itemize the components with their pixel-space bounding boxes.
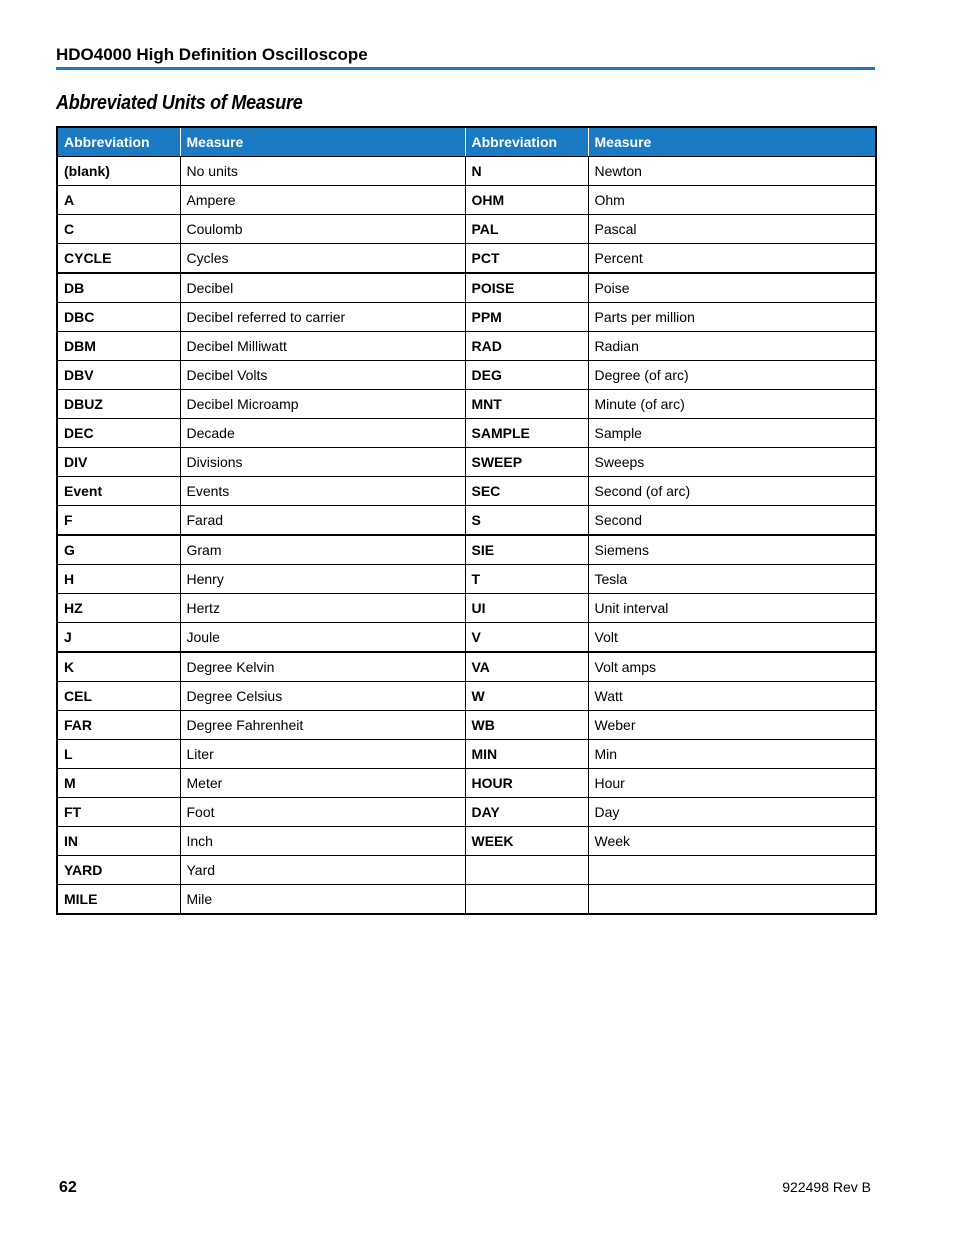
abbreviation-cell: WB	[465, 711, 588, 740]
measure-cell: Yard	[180, 856, 465, 885]
measure-cell: Decibel Microamp	[180, 390, 465, 419]
table-header-row	[57, 127, 876, 157]
measure-cell: Weber	[588, 711, 876, 740]
abbreviation-cell: POISE	[465, 273, 588, 303]
table-row	[57, 157, 876, 186]
measure-cell: Gram	[180, 535, 465, 565]
abbreviation-cell: DBC	[57, 303, 180, 332]
column-header-abbreviation-2: Abbreviation	[465, 127, 588, 157]
abbreviation-cell: DBM	[57, 332, 180, 361]
abbreviation-cell: OHM	[465, 186, 588, 215]
column-header-abbreviation-1: Abbreviation	[57, 127, 180, 157]
abbreviation-cell: SAMPLE	[465, 419, 588, 448]
measure-cell: Degree (of arc)	[588, 361, 876, 390]
units-table	[56, 126, 877, 915]
abbreviation-cell: HZ	[57, 594, 180, 623]
abbreviation-cell: SWEEP	[465, 448, 588, 477]
abbreviation-cell: DB	[57, 273, 180, 303]
measure-cell: Sample	[588, 419, 876, 448]
measure-cell: Coulomb	[180, 215, 465, 244]
abbreviation-cell: Event	[57, 477, 180, 506]
measure-cell: Min	[588, 740, 876, 769]
abbreviation-cell: PPM	[465, 303, 588, 332]
abbreviation-cell: VA	[465, 652, 588, 682]
abbreviation-cell: MNT	[465, 390, 588, 419]
table-row	[57, 390, 876, 419]
table-row	[57, 303, 876, 332]
units-table-body	[57, 157, 876, 915]
measure-cell: Pascal	[588, 215, 876, 244]
abbreviation-cell: DEC	[57, 419, 180, 448]
abbreviation-cell: DEG	[465, 361, 588, 390]
abbreviation-cell: HOUR	[465, 769, 588, 798]
measure-cell: Degree Kelvin	[180, 652, 465, 682]
abbreviation-cell: (blank)	[57, 157, 180, 186]
abbreviation-cell: DAY	[465, 798, 588, 827]
measure-cell: Day	[588, 798, 876, 827]
measure-cell: Unit interval	[588, 594, 876, 623]
table-row	[57, 477, 876, 506]
abbreviation-cell: H	[57, 565, 180, 594]
abbreviation-cell: SIE	[465, 535, 588, 565]
table-row	[57, 827, 876, 856]
abbreviation-cell: FAR	[57, 711, 180, 740]
table-row	[57, 565, 876, 594]
measure-cell: Decibel Volts	[180, 361, 465, 390]
measure-cell	[588, 885, 876, 915]
measure-cell: Tesla	[588, 565, 876, 594]
table-row	[57, 332, 876, 361]
measure-cell: Second	[588, 506, 876, 536]
measure-cell: Week	[588, 827, 876, 856]
abbreviation-cell: N	[465, 157, 588, 186]
abbreviation-cell: DBUZ	[57, 390, 180, 419]
measure-cell: Siemens	[588, 535, 876, 565]
abbreviation-cell: G	[57, 535, 180, 565]
table-row	[57, 682, 876, 711]
measure-cell: Joule	[180, 623, 465, 653]
measure-cell: Mile	[180, 885, 465, 915]
measure-cell: Henry	[180, 565, 465, 594]
measure-cell: Volt	[588, 623, 876, 653]
abbreviation-cell: T	[465, 565, 588, 594]
abbreviation-cell: DIV	[57, 448, 180, 477]
measure-cell: Second (of arc)	[588, 477, 876, 506]
measure-cell: Ohm	[588, 186, 876, 215]
measure-cell: Events	[180, 477, 465, 506]
abbreviation-cell: V	[465, 623, 588, 653]
measure-cell: Ampere	[180, 186, 465, 215]
measure-cell: Parts per million	[588, 303, 876, 332]
measure-cell: Liter	[180, 740, 465, 769]
measure-cell: No units	[180, 157, 465, 186]
abbreviation-cell: S	[465, 506, 588, 536]
abbreviation-cell: A	[57, 186, 180, 215]
table-row	[57, 215, 876, 244]
measure-cell: Degree Fahrenheit	[180, 711, 465, 740]
measure-cell: Decibel	[180, 273, 465, 303]
abbreviation-cell	[465, 856, 588, 885]
measure-cell: Sweeps	[588, 448, 876, 477]
abbreviation-cell: UI	[465, 594, 588, 623]
abbreviation-cell: WEEK	[465, 827, 588, 856]
abbreviation-cell: YARD	[57, 856, 180, 885]
abbreviation-cell: PAL	[465, 215, 588, 244]
abbreviation-cell: RAD	[465, 332, 588, 361]
table-row	[57, 186, 876, 215]
table-row	[57, 419, 876, 448]
table-row	[57, 244, 876, 274]
measure-cell: Poise	[588, 273, 876, 303]
abbreviation-cell: SEC	[465, 477, 588, 506]
table-row	[57, 448, 876, 477]
table-row	[57, 711, 876, 740]
table-row	[57, 535, 876, 565]
measure-cell: Meter	[180, 769, 465, 798]
abbreviation-cell: CEL	[57, 682, 180, 711]
measure-cell: Minute (of arc)	[588, 390, 876, 419]
page-number: 62	[59, 1179, 77, 1196]
section-title: Abbreviated Units of Measure	[56, 92, 303, 114]
measure-cell: Percent	[588, 244, 876, 274]
measure-cell: Hertz	[180, 594, 465, 623]
running-header	[56, 45, 875, 70]
measure-cell: Volt amps	[588, 652, 876, 682]
abbreviation-cell: DBV	[57, 361, 180, 390]
abbreviation-cell: J	[57, 623, 180, 653]
measure-cell: Foot	[180, 798, 465, 827]
measure-cell	[588, 856, 876, 885]
measure-cell: Inch	[180, 827, 465, 856]
document-title: HDO4000 High Definition Oscilloscope	[56, 45, 368, 64]
column-header-measure-1: Measure	[180, 127, 465, 157]
abbreviation-cell: K	[57, 652, 180, 682]
abbreviation-cell: MIN	[465, 740, 588, 769]
abbreviation-cell: IN	[57, 827, 180, 856]
measure-cell: Hour	[588, 769, 876, 798]
abbreviation-cell: MILE	[57, 885, 180, 915]
table-row	[57, 798, 876, 827]
table-row	[57, 594, 876, 623]
measure-cell: Watt	[588, 682, 876, 711]
abbreviation-cell	[465, 885, 588, 915]
measure-cell: Cycles	[180, 244, 465, 274]
measure-cell: Radian	[588, 332, 876, 361]
table-row	[57, 623, 876, 653]
abbreviation-cell: L	[57, 740, 180, 769]
measure-cell: Decibel Milliwatt	[180, 332, 465, 361]
abbreviation-cell: F	[57, 506, 180, 536]
abbreviation-cell: C	[57, 215, 180, 244]
document-revision: 922498 Rev B	[782, 1179, 871, 1195]
table-row	[57, 652, 876, 682]
abbreviation-cell: W	[465, 682, 588, 711]
measure-cell: Newton	[588, 157, 876, 186]
table-row	[57, 885, 876, 915]
abbreviation-cell: FT	[57, 798, 180, 827]
measure-cell: Farad	[180, 506, 465, 536]
measure-cell: Decibel referred to carrier	[180, 303, 465, 332]
table-row	[57, 769, 876, 798]
table-row	[57, 361, 876, 390]
measure-cell: Decade	[180, 419, 465, 448]
measure-cell: Divisions	[180, 448, 465, 477]
abbreviation-cell: M	[57, 769, 180, 798]
table-row	[57, 506, 876, 536]
column-header-measure-2: Measure	[588, 127, 876, 157]
table-row	[57, 856, 876, 885]
table-row	[57, 740, 876, 769]
abbreviation-cell: CYCLE	[57, 244, 180, 274]
measure-cell: Degree Celsius	[180, 682, 465, 711]
abbreviation-cell: PCT	[465, 244, 588, 274]
table-row	[57, 273, 876, 303]
